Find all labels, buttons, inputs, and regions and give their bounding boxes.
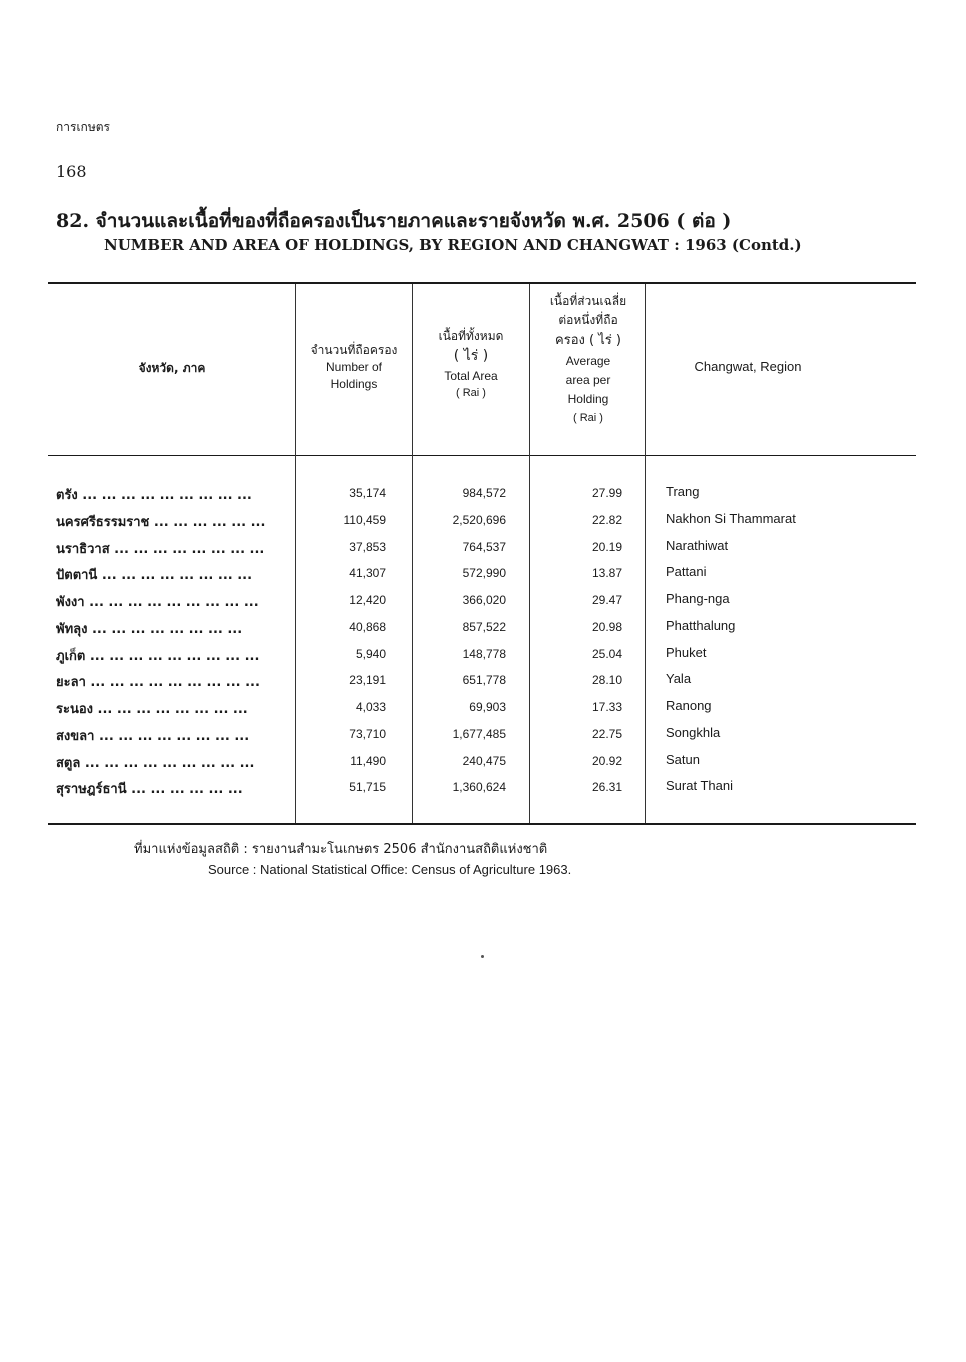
header-avg-thai-1: เนื้อที่ส่วนเฉลี่ย: [549, 294, 627, 308]
row-total-area: 572,990: [462, 566, 506, 580]
row-average-area: 29.47: [591, 593, 622, 607]
row-changwat-english: Narathiwat: [666, 538, 729, 553]
row-total-area: 651,778: [462, 673, 506, 687]
header-holdings-en-1: Number of: [325, 360, 383, 374]
row-changwat-thai: ระนอง ... ... ... ... ... ... ... ...: [56, 702, 248, 717]
row-changwat-thai: สุราษฎร์ธานี ... ... ... ... ... ...: [56, 782, 243, 797]
page-number: 168: [56, 162, 87, 181]
table-row: [48, 698, 916, 724]
row-average-area: 20.19: [591, 540, 622, 554]
row-changwat-thai: ตรัง ... ... ... ... ... ... ... ... ...: [56, 488, 252, 503]
row-total-area: 984,572: [462, 486, 506, 500]
section-header: การเกษตร: [56, 120, 110, 134]
row-changwat-thai: ภูเก็ต ... ... ... ... ... ... ... ... ...: [56, 649, 260, 664]
header-avg-thai-3: ครอง ( ไร่ ): [555, 333, 621, 348]
row-changwat-english: Trang: [666, 484, 700, 499]
table-title-thai: 82. จำนวนและเนื้อที่ของที่ถือครองเป็นรายภาคและรายจังหวัด พ.ศ. 2506 ( ต่อ ): [56, 210, 732, 232]
row-total-area: 1,360,624: [452, 780, 506, 794]
header-changwat-thai: จังหวัด, ภาค: [138, 361, 206, 375]
row-average-area: 22.82: [591, 513, 622, 527]
row-total-area: 148,778: [462, 647, 506, 661]
row-holdings: 35,174: [349, 486, 386, 500]
row-holdings: 51,715: [349, 780, 386, 794]
row-average-area: 26.31: [591, 780, 622, 794]
header-changwat-english: Changwat, Region: [694, 359, 802, 374]
header-avg-en-2: area per: [565, 373, 611, 387]
row-average-area: 28.10: [591, 673, 622, 687]
row-changwat-english: Ranong: [666, 698, 712, 713]
table-row: [48, 484, 916, 510]
row-holdings: 110,459: [343, 513, 386, 527]
header-total-area: [415, 326, 527, 400]
row-changwat-thai: ปัตตานี ... ... ... ... ... ... ... ...: [56, 568, 253, 583]
row-total-area: 857,522: [462, 620, 506, 634]
table-title-english: NUMBER AND AREA OF HOLDINGS, BY REGION AND CHANGWAT : 1963 (Contd.): [104, 236, 802, 254]
row-holdings: 37,853: [349, 540, 386, 554]
row-total-area: 2,520,696: [452, 513, 506, 527]
row-average-area: 20.98: [591, 620, 622, 634]
header-bottom-rule: [48, 455, 916, 456]
header-avg-en-4: ( Rai ): [573, 412, 603, 424]
row-changwat-thai: สงขลา ... ... ... ... ... ... ... ...: [56, 729, 250, 744]
row-changwat-thai: ยะลา ... ... ... ... ... ... ... ... ...: [56, 675, 260, 690]
header-avg-en-3: Holding: [567, 392, 609, 406]
header-avg-en-1: Average: [565, 354, 611, 368]
row-changwat-english: Phatthalung: [666, 618, 736, 633]
table-row: [48, 725, 916, 751]
row-holdings: 23,191: [349, 673, 386, 687]
row-holdings: 73,710: [349, 727, 386, 741]
row-holdings: 4,033: [355, 700, 386, 714]
row-average-area: 22.75: [591, 727, 622, 741]
row-holdings: 40,868: [349, 620, 386, 634]
header-holdings-en-2: Holdings: [330, 377, 378, 391]
row-holdings: 12,420: [349, 593, 386, 607]
row-changwat-thai: พัทลุง ... ... ... ... ... ... ... ...: [56, 622, 243, 637]
row-total-area: 240,475: [462, 754, 506, 768]
table-bottom-rule: [48, 823, 916, 825]
row-total-area: 69,903: [469, 700, 506, 714]
table-top-rule: [48, 282, 916, 284]
row-average-area: 13.87: [591, 566, 622, 580]
row-changwat-thai: พังงา ... ... ... ... ... ... ... ... ...: [56, 595, 259, 610]
source-note-english: Source : National Statistical Office: Census of Agriculture 1963.: [208, 862, 572, 877]
header-area-thai-1: เนื้อที่ทั้งหมด: [438, 329, 504, 343]
row-changwat-english: Surat Thani: [666, 778, 733, 793]
row-total-area: 764,537: [462, 540, 506, 554]
row-holdings: 41,307: [349, 566, 386, 580]
row-average-area: 27.99: [591, 486, 622, 500]
header-area-en-2: ( Rai ): [456, 387, 486, 399]
header-holdings: [298, 342, 410, 393]
header-holdings-thai: จำนวนที่ถือครอง: [310, 343, 398, 357]
table-row: [48, 671, 916, 697]
header-avg-thai-2: ต่อหนึ่งที่ถือ: [558, 313, 618, 327]
row-changwat-english: Satun: [666, 752, 700, 767]
source-note-thai: ที่มาแห่งข้อมูลสถิติ : รายงานสำมะโนเกษตร 2506 สำนักงานสถิติแห่งชาติ: [134, 842, 548, 857]
row-changwat-english: Phang-nga: [666, 591, 730, 606]
header-area-en-1: Total Area: [444, 369, 498, 383]
row-changwat-thai: นราธิวาส ... ... ... ... ... ... ... ...: [56, 542, 265, 557]
row-average-area: 25.04: [591, 647, 622, 661]
table-row: [48, 591, 916, 617]
row-average-area: 20.92: [591, 754, 622, 768]
row-changwat-english: Nakhon Si Thammarat: [666, 511, 796, 526]
print-speck: [481, 955, 484, 958]
row-holdings: 11,490: [350, 754, 386, 768]
table-row: [48, 511, 916, 537]
row-total-area: 366,020: [462, 593, 506, 607]
table-row: [48, 778, 916, 804]
header-average-area: [532, 292, 644, 428]
row-holdings: 5,940: [355, 647, 386, 661]
header-area-thai-2: ( ไร่ ): [453, 348, 489, 364]
table-row: [48, 564, 916, 590]
row-changwat-english: Phuket: [666, 645, 707, 660]
row-changwat-thai: สตูล ... ... ... ... ... ... ... ... ...: [56, 756, 255, 771]
table-row: [48, 618, 916, 644]
row-changwat-english: Pattani: [666, 564, 707, 579]
row-changwat-english: Songkhla: [666, 725, 721, 740]
table-row: [48, 538, 916, 564]
table-row: [48, 752, 916, 778]
row-changwat-english: Yala: [666, 671, 692, 686]
row-changwat-thai: นครศรีธรรมราช ... ... ... ... ... ...: [56, 515, 266, 530]
row-average-area: 17.33: [591, 700, 622, 714]
table-row: [48, 645, 916, 671]
row-total-area: 1,677,485: [452, 727, 506, 741]
